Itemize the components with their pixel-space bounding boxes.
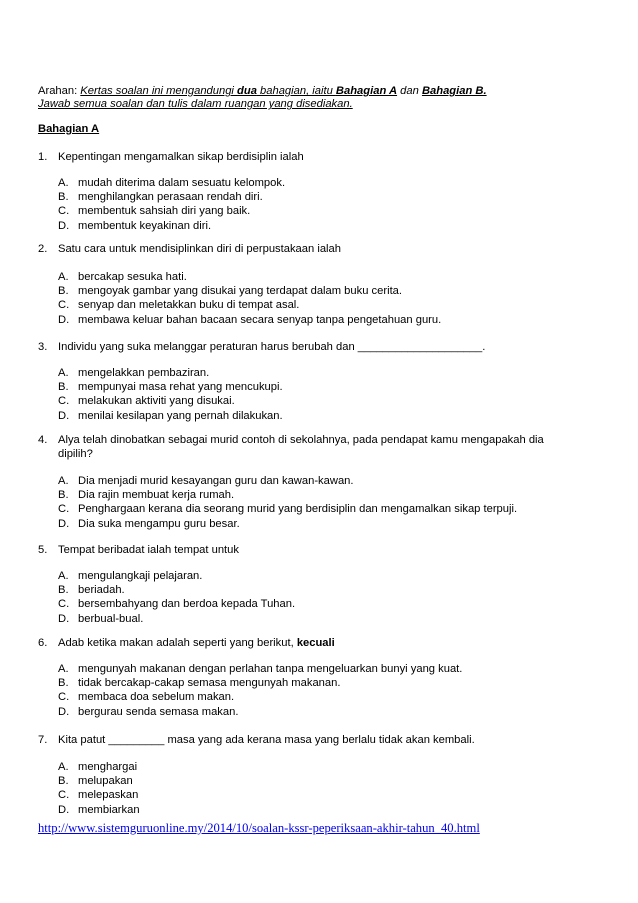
option-text: membaca doa sebelum makan. [78, 691, 235, 704]
question-number: 2. [38, 243, 48, 255]
option-letter: B. [58, 489, 69, 502]
instructions-text-dan: dan [397, 85, 422, 97]
option-text: menghilangkan perasaan rendah diri. [78, 191, 263, 204]
question-text [58, 150, 304, 164]
question-number: 4. [38, 434, 48, 446]
option-text: mengunyah makanan dengan perlahan tanpa mengeluarkan bunyi yang kuat. [78, 663, 463, 675]
option-letter: B. [58, 775, 69, 788]
question-text [58, 242, 341, 256]
option-text: melupakan [78, 775, 133, 788]
option-text: Dia rajin membuat kerja rumah. [78, 489, 235, 502]
question-number: 3. [38, 341, 48, 353]
option-letter: A. [58, 570, 69, 582]
question-text-main: Alya telah dinobatkan sebagai murid contoh di sekolahnya, pada pendapat kamu mengapakah dia [58, 434, 544, 446]
question-number: 7. [38, 734, 48, 746]
option-letter: D. [58, 409, 70, 422]
option-letter: C. [58, 598, 70, 611]
option-letter: C. [58, 299, 70, 312]
option-text: bergurau senda semasa makan. [78, 705, 239, 718]
option-text: membiarkan [78, 803, 140, 816]
instructions-text-bahagian-b: Bahagian B. [421, 85, 487, 97]
option-letter: B. [58, 381, 69, 394]
option-text: membawa keluar bahan bacaan secara senyap tanpa pengetahuan guru. [78, 313, 442, 326]
option-text: mudah diterima dalam sesuatu kelompok. [78, 177, 286, 189]
question-text-continued: dipilih? [58, 448, 93, 460]
option-letter: D. [58, 803, 70, 816]
question-text [58, 636, 335, 650]
instructions-text-bahagian-a: Bahagian A [335, 85, 398, 97]
option-letter: C. [58, 205, 70, 218]
question-text [58, 733, 475, 747]
option-text: senyap dan meletakkan buku di tempat asal. [78, 299, 300, 312]
option-text: mengulangkaji pelajaran. [78, 570, 203, 582]
option-letter: D. [58, 517, 70, 530]
option-text: Dia menjadi murid kesayangan guru dan kawan-kawan. [78, 475, 354, 487]
option-text: mempunyai masa rehat yang mencukupi. [78, 381, 283, 394]
option-text: melepaskan [78, 789, 139, 802]
instructions-prefix: Arahan: [38, 85, 78, 97]
option-letter: A. [58, 177, 69, 189]
option-letter: A. [58, 367, 69, 379]
option-text: mengoyak gambar yang disukai yang terdapat dalam buku cerita. [78, 285, 403, 298]
question-text-main: Adab ketika makan adalah seperti yang berikut, [58, 637, 297, 649]
option-text: berbual-bual. [78, 612, 144, 625]
option-letter: B. [58, 191, 69, 204]
option-letter: B. [58, 584, 69, 597]
question-text [58, 433, 544, 447]
option-text: beriadah. [78, 584, 125, 597]
option-text: melakukan aktiviti yang disukai. [78, 395, 235, 408]
option-text: tidak bercakap-cakap semasa mengunyah makanan. [78, 677, 341, 690]
question-text [58, 340, 485, 354]
option-text: bercakap sesuka hati. [78, 271, 187, 283]
question-text-main: Kita patut _________ masa yang ada kerana masa yang berlalu tidak akan kembali. [58, 734, 475, 746]
option-letter: D. [58, 705, 70, 718]
question-text-emphasis: kecuali [296, 637, 335, 649]
option-letter: A. [58, 761, 69, 773]
question-text-main: Individu yang suka melanggar peraturan harus berubah dan ____________________. [58, 341, 486, 353]
option-letter: D. [58, 313, 70, 326]
instructions-line-1 [38, 84, 487, 98]
option-letter: B. [58, 285, 69, 298]
question-number: 6. [38, 637, 48, 649]
option-letter: A. [58, 663, 69, 675]
instructions-text-c: bahagian, iaitu [256, 85, 336, 97]
instructions-text-dua: dua [237, 85, 257, 97]
option-letter: C. [58, 789, 70, 802]
question-text [58, 543, 239, 557]
option-letter: C. [58, 691, 70, 704]
option-letter: D. [58, 612, 70, 625]
option-letter: D. [58, 219, 70, 232]
question-number: 1. [38, 151, 48, 163]
option-letter: C. [58, 503, 70, 516]
question-text-main: Kepentingan mengamalkan sikap berdisiplin ialah [58, 151, 304, 163]
option-letter: A. [58, 475, 69, 487]
option-text: bersembahyang dan berdoa kepada Tuhan. [78, 598, 296, 611]
question-text-main: Satu cara untuk mendisiplinkan diri di perpustakaan ialah [58, 243, 341, 255]
question-text-main: Tempat beribadat ialah tempat untuk [58, 544, 239, 556]
option-text: Dia suka mengampu guru besar. [78, 517, 240, 530]
footer-link[interactable]: http://www.sistemguruonline.my/2014/10/soalan-kssr-peperiksaan-akhir-tahun_40.html [38, 821, 480, 835]
option-text: Penghargaan kerana dia seorang murid yang berdisiplin dan mengamalkan sikap terpuji. [78, 503, 518, 516]
section-title: Bahagian A [38, 123, 100, 135]
instructions-text-a: Kertas soalan ini mengandungi [80, 85, 238, 97]
instructions-line-2: Jawab semua soalan dan tulis dalam ruangan yang disediakan. [38, 98, 353, 110]
option-text: membentuk sahsiah diri yang baik. [78, 205, 251, 218]
option-text: menghargai [78, 761, 138, 773]
option-text: mengelakkan pembaziran. [78, 367, 210, 379]
option-letter: C. [58, 395, 70, 408]
option-letter: B. [58, 677, 69, 690]
question-number: 5. [38, 544, 48, 556]
option-text: menilai kesilapan yang pernah dilakukan. [78, 409, 283, 422]
option-text: membentuk keyakinan diri. [78, 219, 212, 232]
option-letter: A. [58, 271, 69, 283]
